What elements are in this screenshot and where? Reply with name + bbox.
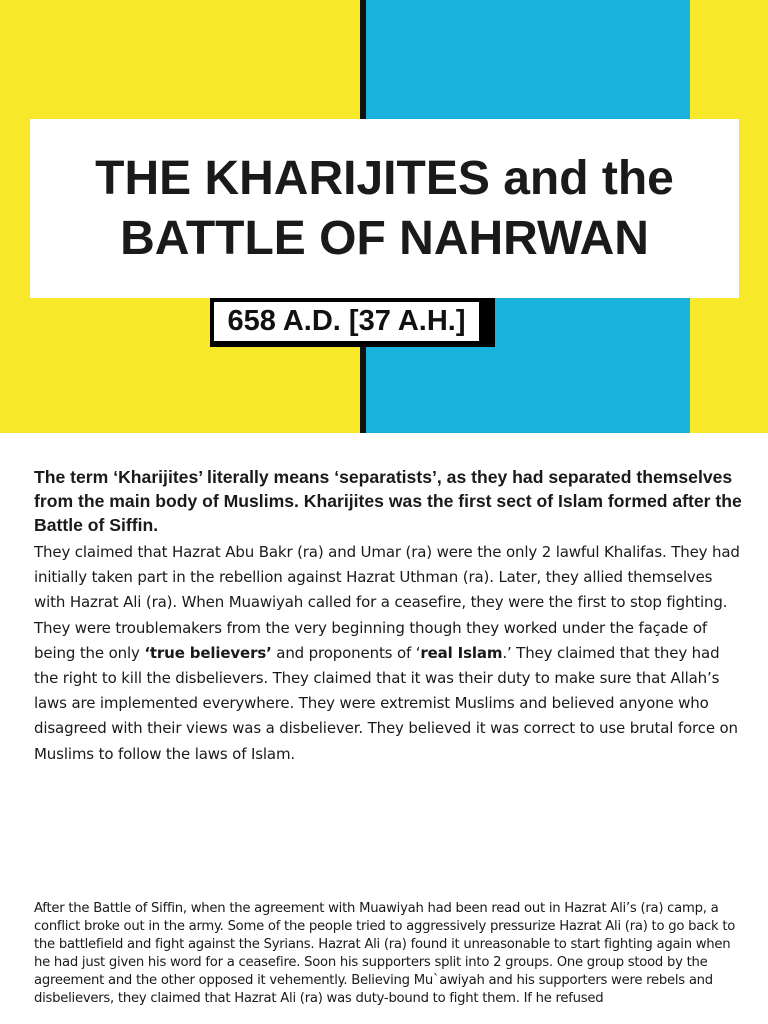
date-inner [214, 302, 479, 341]
para1-text-2: and proponents of ‘ [271, 643, 421, 662]
para1-text-1: They claimed that Hazrat Abu Bakr (ra) and Umar (ra) were the only 2 lawful Khalifas. They had initially taken part in the rebellion against Hazrat Uthman (ra). Later, they allied themselves with Hazrat Ali (ra). When Muawiyah called for a ceasefire, they were the first to stop fighting. They were troublemakers from the very beginning though they worked under the façade of being the only [34, 543, 740, 662]
main-content [34, 465, 746, 767]
title-line-1: THE KHARIJITES and the [95, 151, 674, 205]
intro-paragraph: The term ‘Kharijites’ literally means ‘separatists’, as they had separated themselves from the main body of Muslims. Kharijites was the first sect of Islam formed after the Battle of Siffin. [34, 467, 742, 535]
date-box [210, 298, 495, 347]
page-title [95, 149, 674, 269]
date-label: 658 A.D. [37 A.H.] [227, 305, 466, 337]
para1-bold-real-islam: real Islam [420, 643, 503, 662]
para1-text-3: .’ They claimed that they had the right to kill the disbelievers. They claimed that it was their duty to make sure that Allah’s laws are implemented everywhere. They were extremist Muslims and believed anyone who disagreed with their views was a disbeliever. They believed it was correct to use brutal force on Muslims to follow the laws of Islam. [34, 643, 738, 763]
title-banner [0, 0, 768, 433]
para1-bold-true-believers: ‘true believers’ [144, 643, 272, 662]
body-paragraph-2: After the Battle of Siffin, when the agreement with Muawiyah had been read out in Hazrat Ali’s (ra) camp, a conflict broke out in the army. Some of the people tried to aggressively pressurize Hazrat Ali (ra) to go back to the battlefield and fight against the Syrians. Hazrat Ali (ra) found it unreasonable to start fighting again when he had just given his word for a ceasefire. Soon his supporters split into 2 groups. One group stood by the agreement and the other opposed it vehemently. Believing Mu`awiyah and his supporters were rebels and disbelievers, they claimed that Hazrat Ali (ra) was duty-bound to fight them. If he refused [34, 901, 736, 1007]
title-line-2: BATTLE OF NAHRWAN [120, 211, 649, 265]
body-paragraph-1 [34, 540, 746, 767]
title-box [30, 119, 739, 298]
